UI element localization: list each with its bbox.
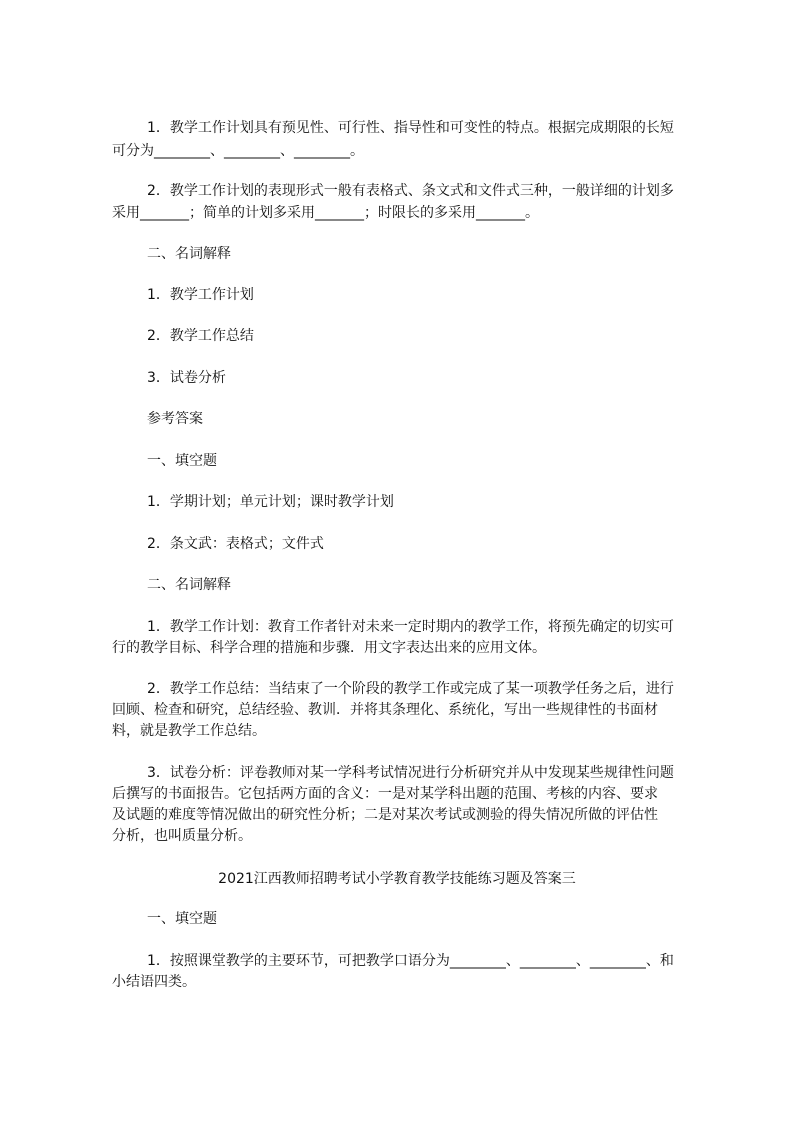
definition-2-line-2: 回顾、检查和研究，总结经验、教训．并将其条理化、系统化，写出一些规律性的书面材 bbox=[112, 702, 658, 718]
definition-3-line-4: 分析，也叫质量分析。 bbox=[112, 828, 252, 844]
section-title-term-explanation: 二、名词解释 bbox=[147, 246, 231, 262]
question-2-line-2: 采用_______；简单的计划多采用_______；时限长的多采用_______。 bbox=[112, 205, 539, 221]
section-heading-exercise-3: 2021江西教师招聘考试小学教育教学技能练习题及答案三 bbox=[218, 871, 576, 887]
question-1-line-1: 1．教学工作计划具有预见性、可行性、指导性和可变性的特点。根据完成期限的长短 bbox=[147, 120, 674, 136]
definition-3-line-3: 及试题的难度等情况做出的研究性分析；二是对某次考试或测验的得失情况所做的评估性 bbox=[112, 807, 658, 823]
term-item-3: 3．试卷分析 bbox=[147, 370, 226, 386]
answer-item-2: 2．条文武：表格式；文件式 bbox=[147, 536, 324, 552]
definition-2-line-1: 2．教学工作总结：当结束了一个阶段的教学工作或完成了某一项教学任务之后，进行 bbox=[147, 681, 674, 697]
section-title-fill-blank-2: 一、填空题 bbox=[147, 911, 217, 927]
definition-2-line-3: 料，就是教学工作总结。 bbox=[112, 723, 266, 739]
definition-3-line-2: 后撰写的书面报告。它包括两方面的含义：一是对某学科出题的范围、考核的内容、要求 bbox=[112, 786, 658, 802]
question-3-line-2: 小结语四类。 bbox=[112, 974, 196, 990]
term-item-1: 1．教学工作计划 bbox=[147, 287, 254, 303]
section-title-fill-blank: 一、填空题 bbox=[147, 453, 217, 469]
question-2-line-1: 2．教学工作计划的表现形式一般有表格式、条文式和文件式三种，一般详细的计划多 bbox=[147, 183, 674, 199]
question-1-line-2: 可分为________、________、________。 bbox=[112, 143, 364, 159]
reference-answer-heading: 参考答案 bbox=[147, 411, 203, 427]
definition-1-line-1: 1．教学工作计划：教育工作者针对未来一定时期内的教学工作，将预先确定的切实可 bbox=[147, 619, 674, 635]
term-item-2: 2．教学工作总结 bbox=[147, 328, 254, 344]
question-3-line-1: 1．按照课堂教学的主要环节，可把教学口语分为________、________、________、和 bbox=[147, 953, 674, 969]
definition-3-line-1: 3．试卷分析：评卷教师对某一学科考试情况进行分析研究并从中发现某些规律性问题 bbox=[147, 765, 674, 781]
definition-1-line-2: 行的教学目标、科学合理的措施和步骤．用文字表达出来的应用文体。 bbox=[112, 640, 546, 656]
section-title-term-explanation-answers: 二、名词解释 bbox=[147, 577, 231, 593]
answer-item-1: 1．学期计划；单元计划；课时教学计划 bbox=[147, 494, 394, 510]
